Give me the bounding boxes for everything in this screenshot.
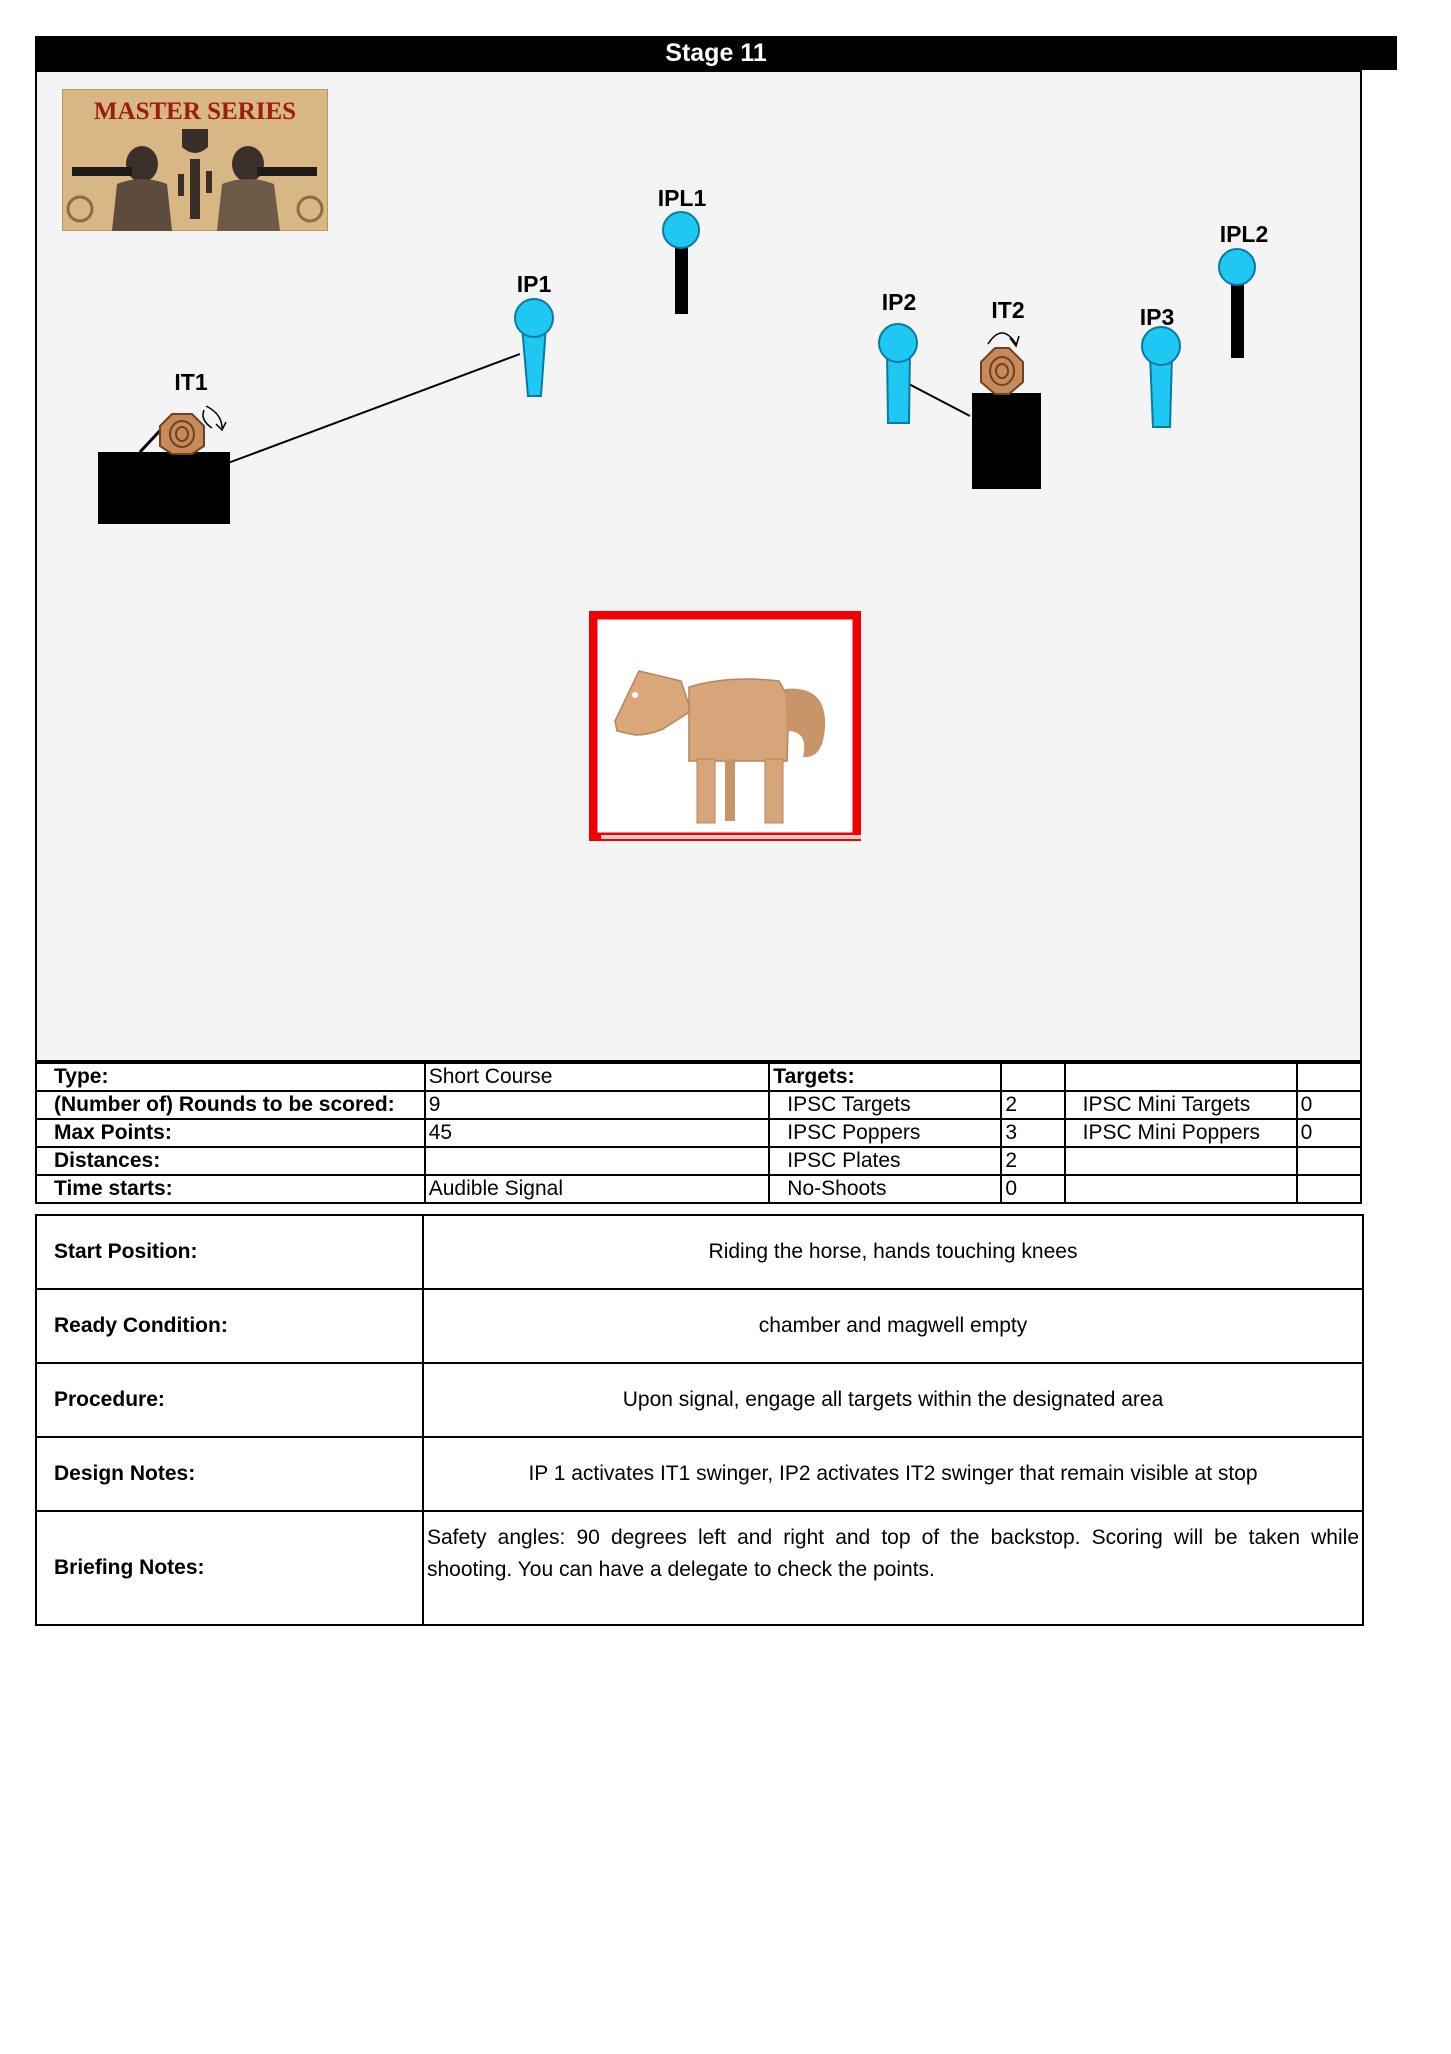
info-row-distances — [36, 1147, 1361, 1175]
maxpoints-label: Max Points: — [36, 1119, 425, 1147]
notes-row-start — [36, 1215, 1363, 1289]
ipl2-plate — [1219, 249, 1255, 358]
maxpoints-value: 45 — [425, 1119, 770, 1147]
mini-poppers-label: IPSC Mini Poppers — [1065, 1119, 1297, 1147]
it1-label: IT1 — [174, 369, 208, 395]
ip1-label: IP1 — [516, 271, 552, 297]
mini-poppers-value: 0 — [1297, 1119, 1361, 1147]
info-row-timestarts — [36, 1175, 1361, 1203]
rounds-value: 9 — [425, 1091, 770, 1119]
ip3-label: IP3 — [1139, 304, 1175, 330]
stage-info-table — [35, 1062, 1362, 1204]
timestarts-value: Audible Signal — [425, 1175, 770, 1203]
ipl2-label: IPL2 — [1219, 221, 1269, 247]
stage-title: Stage 11 — [665, 38, 767, 67]
it1-activation-cable — [228, 354, 520, 463]
info-row-type — [36, 1063, 1361, 1091]
info-row-rounds — [36, 1091, 1361, 1119]
notes-row-procedure — [36, 1363, 1363, 1437]
info-row-maxpoints — [36, 1119, 1361, 1147]
ip2-popper — [879, 324, 917, 423]
type-label: Type: — [36, 1063, 425, 1091]
ipsc-poppers-label: IPSC Poppers — [769, 1119, 1001, 1147]
ipsc-targets-value: 2 — [1001, 1091, 1064, 1119]
it2-barrel — [972, 393, 1041, 489]
rounds-label: (Number of) Rounds to be scored: — [36, 1091, 425, 1119]
ipsc-poppers-value: 3 — [1001, 1119, 1064, 1147]
ip3-popper — [1142, 327, 1180, 427]
type-value: Short Course — [425, 1063, 770, 1091]
logo-text: MASTER SERIES — [93, 98, 297, 125]
mini-targets-label: IPSC Mini Targets — [1065, 1091, 1297, 1119]
distances-label: Distances: — [36, 1147, 425, 1175]
start-position-value: Riding the horse, hands touching knees — [423, 1215, 1363, 1289]
it1-swinger-target — [160, 406, 226, 454]
distances-value — [425, 1147, 770, 1175]
noshoots-label: No-Shoots — [769, 1175, 1001, 1203]
notes-row-design — [36, 1437, 1363, 1511]
ipsc-plates-value: 2 — [1001, 1147, 1064, 1175]
ipl1-plate — [663, 212, 699, 314]
ipsc-targets-label: IPSC Targets — [769, 1091, 1001, 1119]
ready-condition-value: chamber and magwell empty — [423, 1289, 1363, 1363]
notes-row-ready — [36, 1289, 1363, 1363]
design-notes-label: Design Notes: — [36, 1437, 423, 1511]
notes-row-briefing — [36, 1511, 1363, 1625]
briefing-notes-label: Briefing Notes: — [36, 1511, 423, 1625]
briefing-notes-value: Safety angles: 90 degrees left and right and top of the backstop. Scoring will be taken while shooting. You can have a delegate to check the points. — [423, 1511, 1363, 1625]
it1-barrel — [98, 452, 230, 524]
stage-notes-table — [35, 1214, 1364, 1626]
it2-activation-cable — [905, 382, 970, 416]
it2-swinger-target — [981, 333, 1023, 394]
timestarts-label: Time starts: — [36, 1175, 425, 1203]
ip1-popper — [515, 299, 553, 396]
ip2-label: IP2 — [881, 289, 917, 315]
procedure-value: Upon signal, engage all targets within the designated area — [423, 1363, 1363, 1437]
ipsc-plates-label: IPSC Plates — [769, 1147, 1001, 1175]
mini-targets-value: 0 — [1297, 1091, 1361, 1119]
start-position-label: Start Position: — [36, 1215, 423, 1289]
it2-label: IT2 — [991, 297, 1025, 323]
targets-header: Targets: — [769, 1063, 1001, 1091]
ready-condition-label: Ready Condition: — [36, 1289, 423, 1363]
procedure-label: Procedure: — [36, 1363, 423, 1437]
noshoots-value: 0 — [1001, 1175, 1064, 1203]
ipl1-label: IPL1 — [657, 185, 707, 211]
wooden-horse-start-image — [589, 611, 861, 841]
design-notes-value: IP 1 activates IT1 swinger, IP2 activates IT2 swinger that remain visible at stop — [423, 1437, 1363, 1511]
